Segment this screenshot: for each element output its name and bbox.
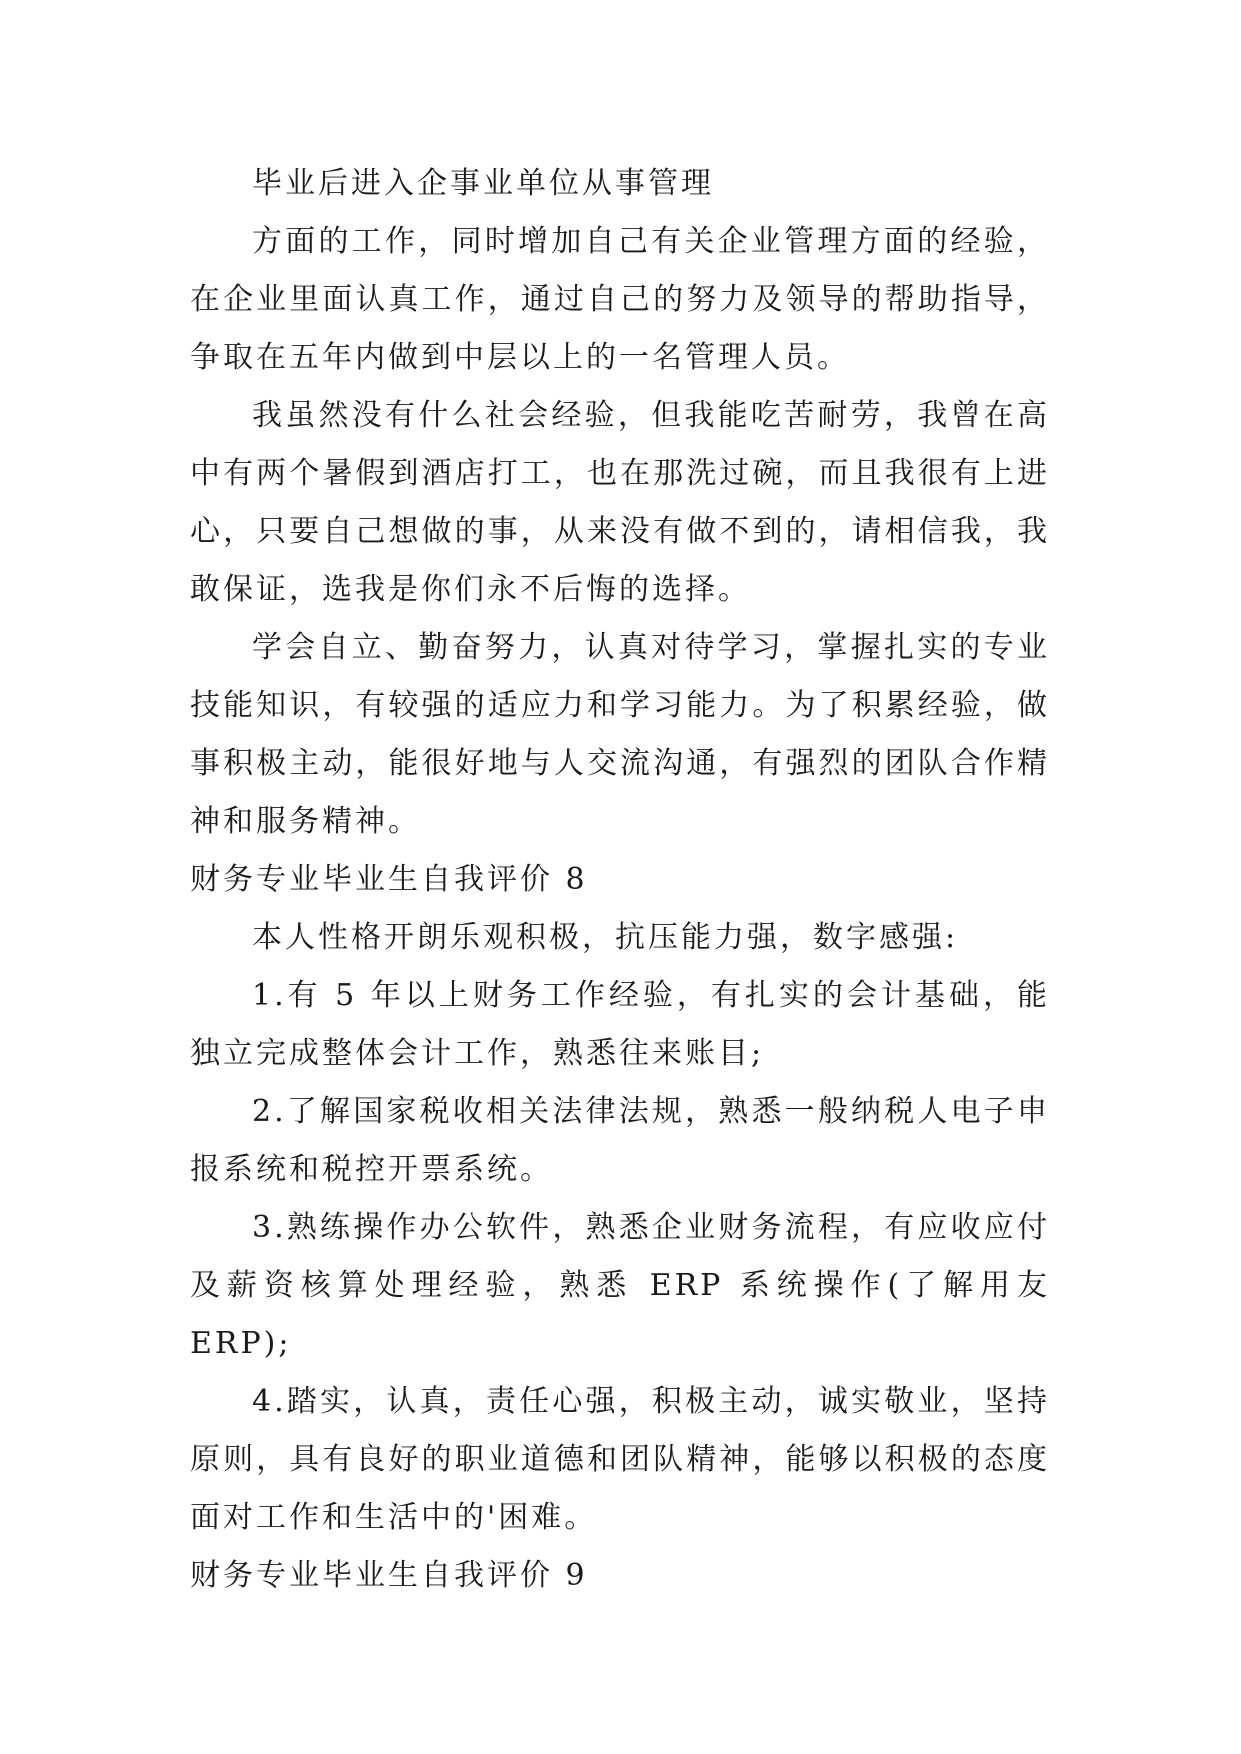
paragraph: 方面的工作，同时增加自己有关企业管理方面的经验，在企业里面认真工作，通过自己的努力及领导的帮助指导，争取在五年内做到中层以上的一名管理人员。 [190, 224, 1050, 375]
paragraph: 学会自立、勤奋努力，认真对待学习，掌握扎实的专业技能知识，有较强的适应力和学习能力。为了积累经验，做事积极主动，能很好地与人交流沟通，有强烈的团队合作精神和服务精神。 [190, 630, 1050, 839]
section-heading: 财务专业毕业生自我评价 8 [190, 862, 588, 897]
paragraph: 毕业后进入企事业单位从事管理 [252, 166, 714, 201]
list-item: 3.熟练操作办公软件，熟悉企业财务流程，有应收应付及薪资核算处理经验，熟悉 ERP 系统操作(了解用友 ERP); [190, 1210, 1050, 1361]
paragraph: 我虽然没有什么社会经验，但我能吃苦耐劳，我曾在高中有两个暑假到酒店打工，也在那洗过碗，而且我很有上进心，只要自己想做的事，从来没有做不到的，请相信我，我敢保证，选我是你们永不后悔的选择。 [190, 398, 1050, 607]
list-item: 2.了解国家税收相关法律法规，熟悉一般纳税人电子申报系统和税控开票系统。 [190, 1094, 1050, 1187]
section-heading: 财务专业毕业生自我评价 9 [190, 1558, 588, 1593]
list-item: 4.踏实，认真，责任心强，积极主动，诚实敬业，坚持原则，具有良好的职业道德和团队精神，能够以积极的态度面对工作和生活中的'困难。 [190, 1384, 1050, 1535]
list-item: 1.有 5 年以上财务工作经验，有扎实的会计基础，能独立完成整体会计工作，熟悉往来账目; [190, 978, 1050, 1071]
document-body [190, 155, 1050, 1605]
paragraph: 本人性格开朗乐观积极，抗压能力强，数字感强: [252, 920, 959, 955]
